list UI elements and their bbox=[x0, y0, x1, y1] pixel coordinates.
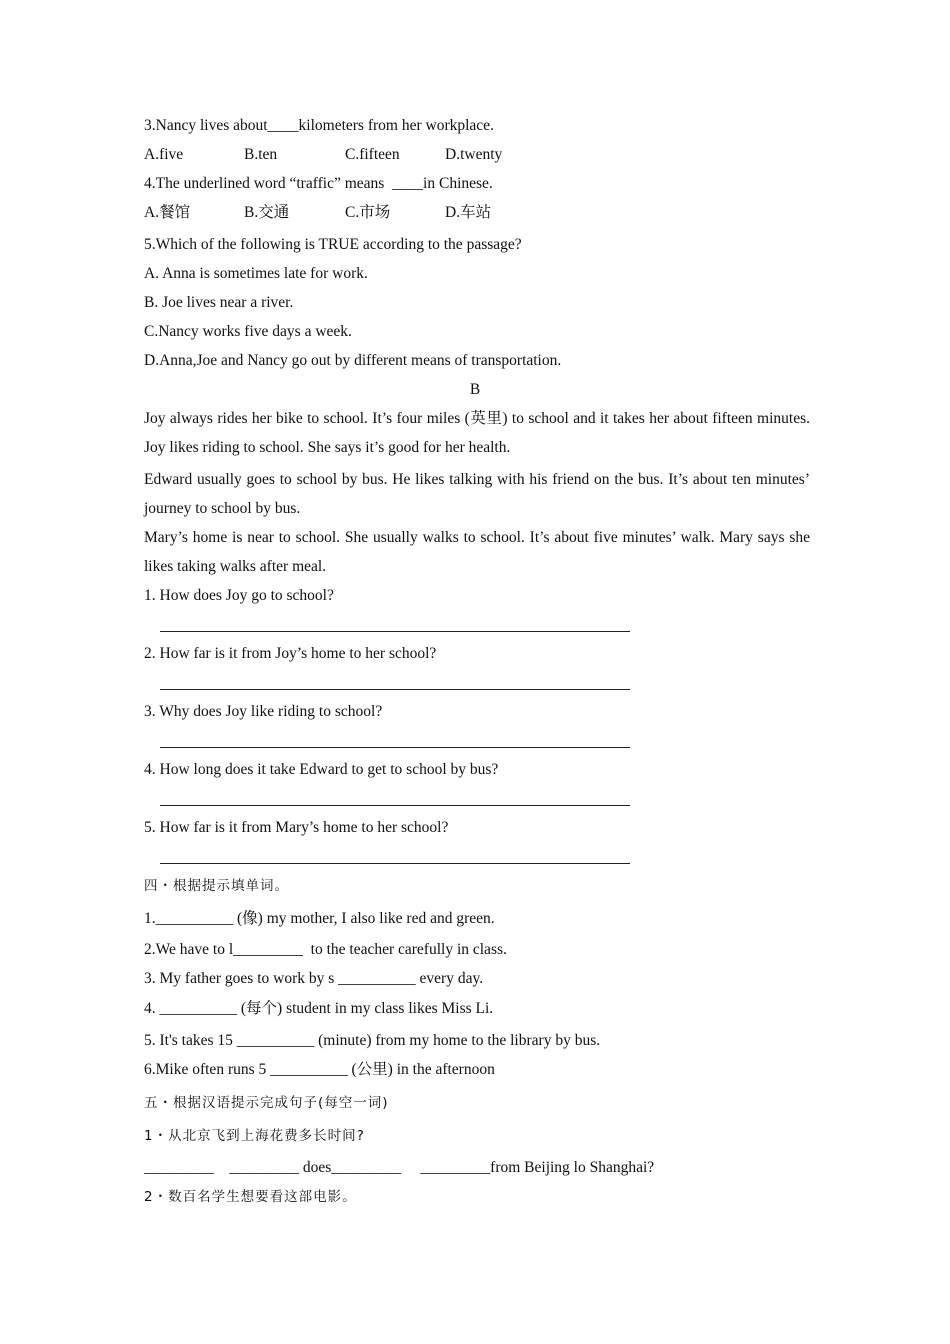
reading-question-4: 4. How long does it take Edward to get to school by bus? bbox=[144, 761, 499, 778]
fill-item-4: 4. __________ (每个) student in my class likes Miss Li. bbox=[144, 1000, 494, 1017]
passage-paragraph-mary: Mary’s home is near to school. She usually walks to school. It’s about five minutes’ walk. Mary says she likes taking walks after meal. bbox=[144, 529, 810, 575]
reading-question-2: 2. How far is it from Joy’s home to her school? bbox=[144, 645, 437, 662]
answer-line-3[interactable] bbox=[160, 747, 630, 748]
answer-line-4[interactable] bbox=[160, 805, 630, 806]
fill-item-5: 5. It's takes 15 __________ (minute) from my home to the library by bus. bbox=[144, 1032, 601, 1049]
fill-item-2: 2.We have to l_________ to the teacher carefully in class. bbox=[144, 941, 507, 958]
passage-paragraph-edward: Edward usually goes to school by bus. He likes talking with his friend on the bus. It’s about ten minutes’ journey to school by bus. bbox=[144, 471, 810, 517]
question-3-options bbox=[144, 145, 644, 165]
option-d: D.车站 bbox=[445, 204, 492, 221]
translation-2-chinese: 2・数百名学生想要看这部电影。 bbox=[144, 1189, 357, 1205]
question-4: 4.The underlined word “traffic” means ____in Chinese. bbox=[144, 175, 493, 192]
translation-1-chinese: 1・从北京飞到上海花费多长时间? bbox=[144, 1128, 365, 1144]
section-5-title: 五・根据汉语提示完成句子(每空一词) bbox=[144, 1095, 389, 1111]
option-c: C.市场 bbox=[345, 204, 391, 221]
question-5-option-b: B. Joe lives near a river. bbox=[144, 294, 294, 311]
option-d: D.twenty bbox=[445, 146, 503, 163]
option-c: C.fifteen bbox=[345, 146, 400, 163]
fill-item-1: 1.__________ (像) my mother, I also like red and green. bbox=[144, 910, 495, 927]
section-4-title: 四・根据提示填单词。 bbox=[144, 878, 289, 894]
question-4-options bbox=[144, 203, 644, 223]
option-b: B.ten bbox=[244, 146, 278, 163]
fill-item-3: 3. My father goes to work by s __________ every day. bbox=[144, 970, 484, 987]
reading-question-5: 5. How far is it from Mary’s home to her school? bbox=[144, 819, 449, 836]
option-b: B.交通 bbox=[244, 204, 290, 221]
answer-line-1[interactable] bbox=[160, 631, 630, 632]
question-5-option-a: A. Anna is sometimes late for work. bbox=[144, 265, 368, 282]
question-5-option-c: C.Nancy works five days a week. bbox=[144, 323, 352, 340]
passage-paragraph-joy: Joy always rides her bike to school. It’s four miles (英里) to school and it takes her about fifteen minutes. Joy likes riding to school. She says it’s good for her health. bbox=[144, 410, 810, 456]
answer-line-2[interactable] bbox=[160, 689, 630, 690]
question-5-option-d: D.Anna,Joe and Nancy go out by different means of transportation. bbox=[144, 352, 562, 369]
reading-question-3: 3. Why does Joy like riding to school? bbox=[144, 703, 383, 720]
question-3: 3.Nancy lives about____kilometers from her workplace. bbox=[144, 117, 494, 134]
translation-1-english: _________ _________ does_________ _________from Beijing lo Shanghai? bbox=[144, 1159, 655, 1176]
option-a: A.餐馆 bbox=[144, 204, 191, 221]
question-5: 5.Which of the following is TRUE according to the passage? bbox=[144, 236, 522, 253]
option-a: A.five bbox=[144, 146, 184, 163]
reading-question-1: 1. How does Joy go to school? bbox=[144, 587, 334, 604]
section-b-title: B bbox=[469, 381, 481, 398]
fill-item-6: 6.Mike often runs 5 __________ (公里) in the afternoon bbox=[144, 1061, 495, 1078]
answer-line-5[interactable] bbox=[160, 863, 630, 864]
